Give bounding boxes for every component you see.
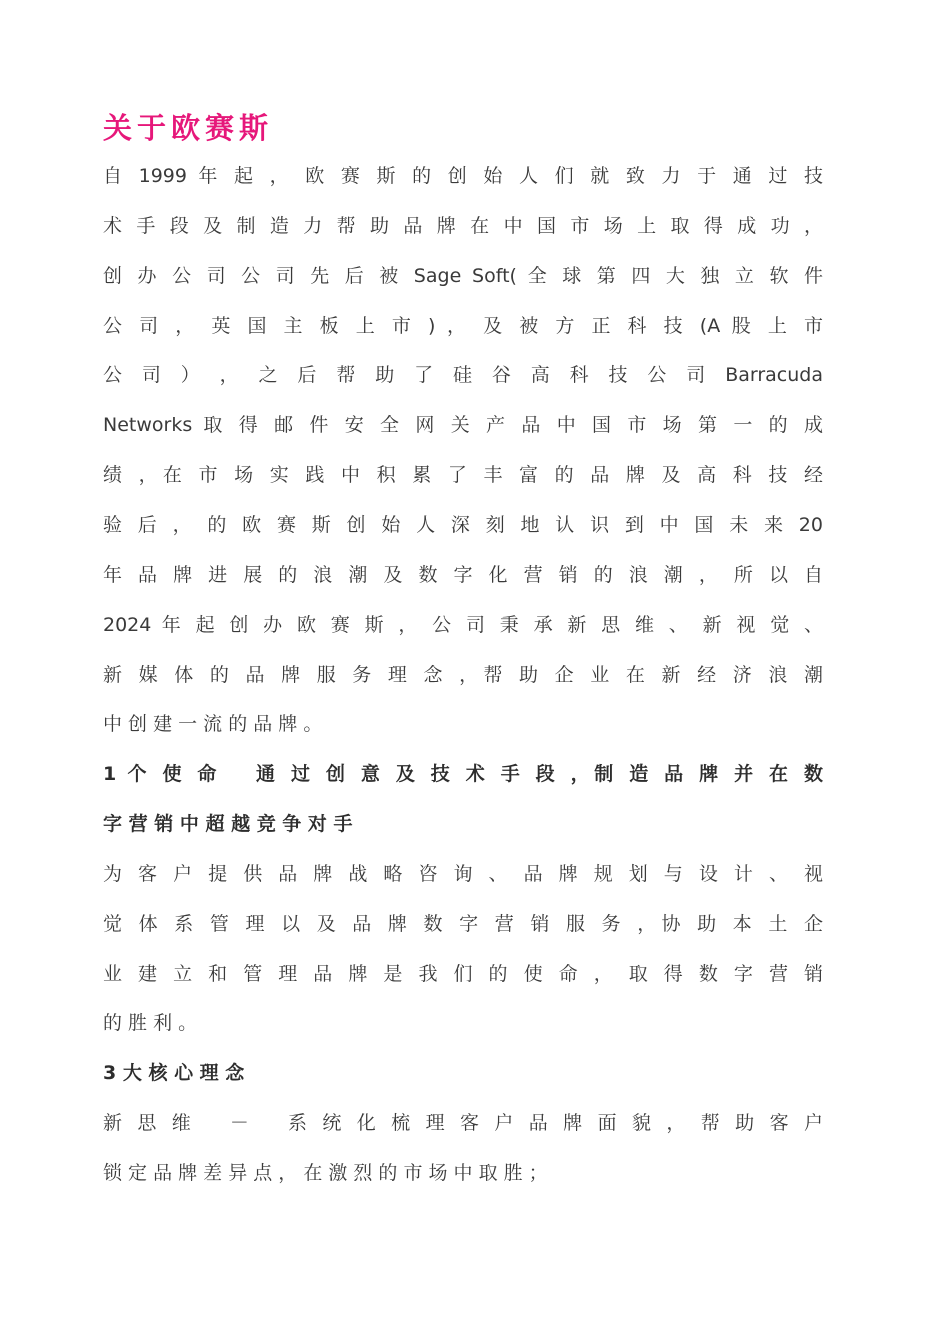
text-line: 为 客 户 提 供 品 牌 战 略 咨 询 、 品 牌 规 划 与 设 计 、 视	[103, 863, 823, 885]
text-line: Networks 取 得 邮 件 安 全 网 关 产 品 中 国 市 场 第 一 的 成	[103, 414, 823, 436]
text-line: 的 胜 利 。	[103, 1012, 198, 1034]
text-line: 业 建 立 和 管 理 品 牌 是 我 们 的 使 命 ， 取 得 数 字 营 销	[103, 963, 823, 985]
text-line: 新 思 维 － 系 统 化 梳 理 客 户 品 牌 面 貌 ， 帮 助 客 户	[103, 1112, 823, 1134]
text-line: 3 大 核 心 理 念	[103, 1062, 245, 1084]
text-line: 锁 定 品 牌 差 异 点 ， 在 激 烈 的 市 场 中 取 胜 ；	[103, 1162, 548, 1184]
text-line: 1 个 使 命 通 过 创 意 及 技 术 手 段 ，制 造 品 牌 并 在 数	[103, 763, 823, 785]
text-line: 2024 年 起 创 办 欧 赛 斯 ， 公 司 秉 承 新 思 维 、 新 视 觉 、	[103, 614, 823, 636]
text-line: 自 1999 年 起 ， 欧 赛 斯 的 创 始 人 们 就 致 力 于 通 过 技	[103, 165, 823, 187]
text-line: 绩 ，在 市 场 实 践 中 积 累 了 丰 富 的 品 牌 及 高 科 技 经	[103, 464, 823, 486]
text-line: 验 后 ， 的 欧 赛 斯 创 始 人 深 刻 地 认 识 到 中 国 未 来 20	[103, 514, 823, 536]
text-line: 字 营 销 中 超 越 竞 争 对 手	[103, 813, 353, 835]
text-line: 觉 体 系 管 理 以 及 品 牌 数 字 营 销 服 务 ，协 助 本 土 企	[103, 913, 823, 935]
text-line: 公 司 ， 英 国 主 板 上 市 ) ， 及 被 方 正 科 技 (A 股 上 市	[103, 315, 823, 337]
text-line: 新 媒 体 的 品 牌 服 务 理 念 ，帮 助 企 业 在 新 经 济 浪 潮	[103, 664, 823, 686]
document-title: 关于欧赛斯	[103, 111, 274, 145]
text-line: 中 创 建 一 流 的 品 牌 。	[103, 713, 323, 735]
text-line: 年 品 牌 进 展 的 浪 潮 及 数 字 化 营 销 的 浪 潮 ， 所 以 自	[103, 564, 823, 586]
text-line: 术 手 段 及 制 造 力 帮 助 品 牌 在 中 国 市 场 上 取 得 成 功 ，	[103, 215, 823, 237]
text-line: 公 司 ） ， 之 后 帮 助 了 硅 谷 高 科 技 公 司 Barracuda	[103, 364, 823, 386]
text-line: 创 办 公 司 公 司 先 后 被 Sage Soft( 全 球 第 四 大 独 立 软 件	[103, 265, 823, 287]
